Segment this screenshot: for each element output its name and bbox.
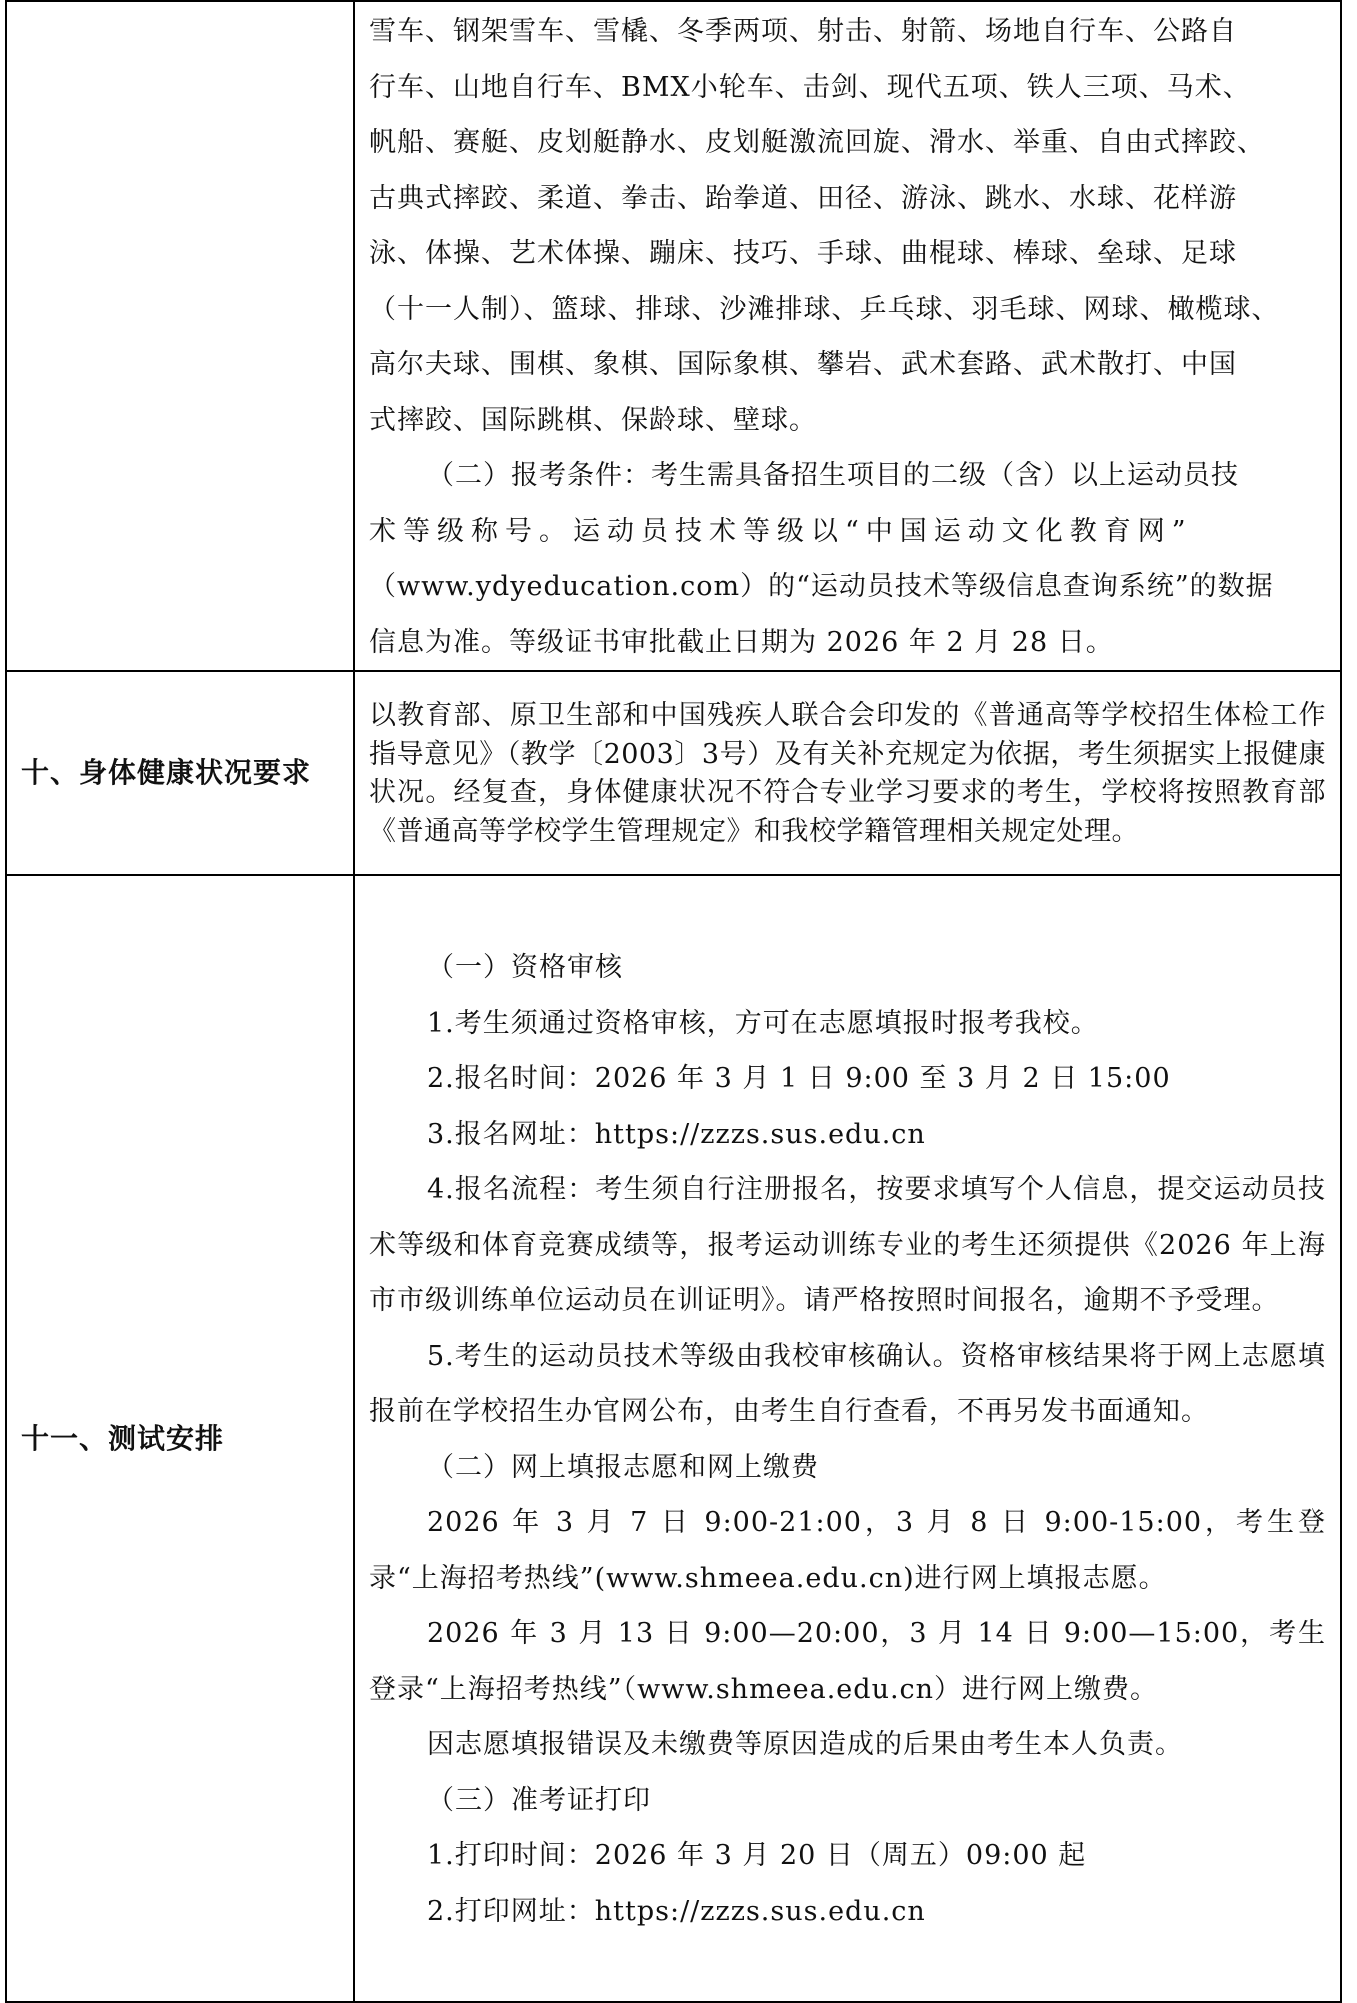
health-requirements-cell	[354, 671, 1341, 875]
eligibility-line-2: 术等级称号。运动员技术等级以“中国运动文化教育网”	[369, 515, 1193, 547]
sports-list-line-3: 帆船、赛艇、皮划艇静水、皮划艇激流回旋、滑水、举重、自由式摔跤、	[369, 127, 1265, 158]
test-arrangement-cell	[354, 875, 1341, 2002]
table-row-sports-eligibility	[6, 1, 1341, 671]
qualification-item-2: 2.报名时间：2026 年 3 月 1 日 9:00 至 3 月 2 日 15:00	[427, 1063, 1171, 1094]
health-requirements-text: 以教育部、原卫生部和中国残疾人联合会印发的《普通高等学校招生体检工作指导意见》（教学〔2003〕3号）及有关补充规定为依据，考生须据实上报健康状况。经复查，身体健康状况不符合专业学习要求的考生，学校将按照教育部《普通高等学校学生管理规定》和我校学籍管理相关规定处理。	[369, 700, 1326, 847]
qualification-item-3: 3.报名网址：https://zzzs.sus.edu.cn	[427, 1118, 926, 1150]
sports-list-line-5: 泳、体操、艺术体操、蹦床、技巧、手球、曲棍球、棒球、垒球、足球	[369, 238, 1237, 269]
document-page	[5, 0, 1345, 2003]
admission-ticket-item-2: 2.打印网址：https://zzzs.sus.edu.cn	[427, 1895, 926, 1927]
section-title-online-application: （二）网上填报志愿和网上缴费	[427, 1451, 819, 1483]
sports-list-line-1: 雪车、钢架雪车、雪橇、冬季两项、射击、射箭、场地自行车、公路自	[369, 16, 1237, 47]
qualification-item-4: 4.报名流程：考生须自行注册报名，按要求填写个人信息，提交运动员技术等级和体育竞赛成绩等，报考运动训练专业的考生还须提供《2026 年上海市市级训练单位运动员在训证明》。请严格按照时间报名，逾期不予受理。	[369, 1174, 1326, 1316]
sports-list-line-2: 行车、山地自行车、BMX小轮车、击剑、现代五项、铁人三项、马术、	[369, 71, 1251, 103]
admission-ticket-item-1: 1.打印时间：2026 年 3 月 20 日（周五）09:00 起	[427, 1840, 1087, 1871]
row-label-health: 十、身体健康状况要求	[6, 671, 354, 875]
online-application-para-1: 2026 年 3 月 7 日 9:00-21:00，3 月 8 日 9:00-15:00，考生登录“上海招考热线”(www.shmeea.edu.cn)进行网上填报志愿。	[369, 1507, 1326, 1594]
admission-info-table	[5, 0, 1342, 2003]
sports-eligibility-cell	[354, 1, 1341, 671]
table-row-health	[6, 671, 1341, 875]
online-application-para-2: 2026 年 3 月 13 日 9:00—20:00，3 月 14 日 9:00—15:00，考生登录“上海招考热线”（www.shmeea.edu.cn）进行网上缴费。	[369, 1618, 1326, 1705]
sports-list-line-7: 高尔夫球、围棋、象棋、国际象棋、攀岩、武术套路、武术散打、中国	[369, 349, 1237, 380]
eligibility-line-3: （www.ydyeducation.com）的“运动员技术等级信息查询系统”的数据	[369, 571, 1274, 602]
table-row-test-arrangement	[6, 875, 1341, 2002]
row-label-test-arrangement: 十一、测试安排	[6, 875, 354, 2002]
qualification-item-5: 5.考生的运动员技术等级由我校审核确认。资格审核结果将于网上志愿填报前在学校招生办官网公布，由考生自行查看，不再另发书面通知。	[369, 1340, 1326, 1427]
qualification-item-1: 1.考生须通过资格审核，方可在志愿填报时报考我校。	[427, 1007, 1099, 1039]
section-title-admission-ticket: （三）准考证打印	[427, 1784, 651, 1816]
online-application-para-3: 因志愿填报错误及未缴费等原因造成的后果由考生本人负责。	[427, 1729, 1183, 1760]
sports-list-line-6: （十一人制）、篮球、排球、沙滩排球、乒乓球、羽毛球、网球、橄榄球、	[369, 293, 1280, 325]
section-title-qualification: （一）资格审核	[427, 952, 623, 983]
sports-list-line-8: 式摔跤、国际跳棋、保龄球、壁球。	[369, 404, 817, 436]
eligibility-line-1: （二）报考条件：考生需具备招生项目的二级（含）以上运动员技	[427, 460, 1239, 491]
sports-list-line-4: 古典式摔跤、柔道、拳击、跆拳道、田径、游泳、跳水、水球、花样游	[369, 182, 1237, 214]
eligibility-line-4: 信息为准。等级证书审批截止日期为 2026 年 2 月 28 日。	[369, 626, 1114, 658]
row-label-empty	[6, 1, 354, 671]
